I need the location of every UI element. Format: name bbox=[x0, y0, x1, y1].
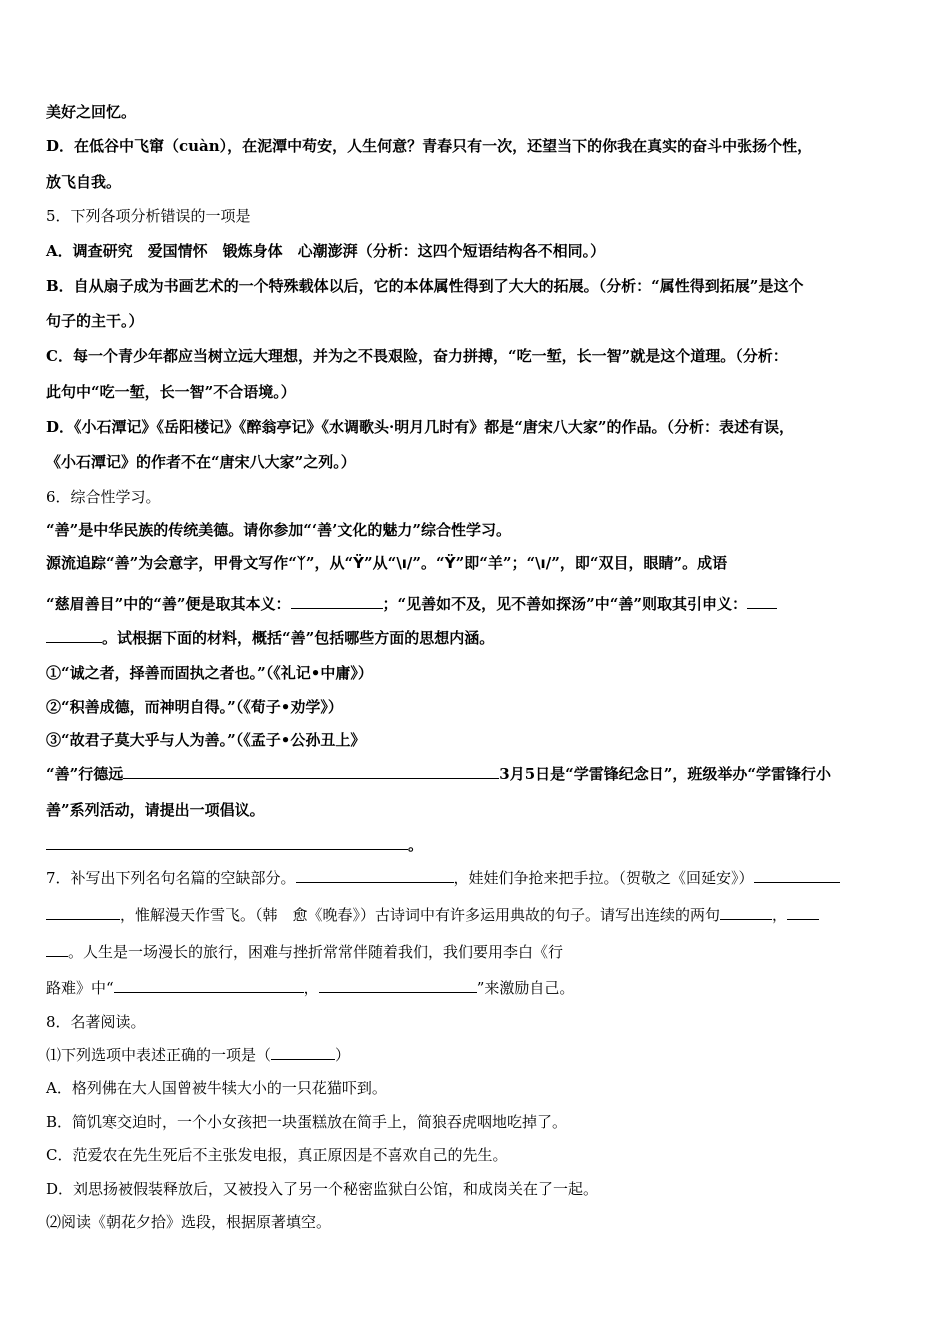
blank-q7-2-cont[interactable] bbox=[46, 905, 120, 920]
question-8-title: 8．名著阅读。 bbox=[46, 1013, 146, 1031]
blank-extended-meaning[interactable] bbox=[747, 594, 777, 609]
q8-option-d: D．刘思扬被假装释放后，又被投入了另一个秘密监狱白公馆，和成岗关在了一起。 bbox=[46, 1180, 599, 1198]
q7-line2: ，惟解漫天作雪飞。（韩 愈《晚春》）古诗词中有许多运用典故的句子。请写出连续的两句 ， bbox=[46, 905, 819, 925]
q6-proposal-answer: 。 bbox=[46, 835, 423, 855]
q5-option-a: A．调查研究 爱国情怀 锻炼身体 心潮澎湃（分析：这四个短语结构各不相同。） bbox=[46, 242, 606, 260]
blank-q7-3[interactable] bbox=[720, 905, 772, 920]
q6-virtue-line: “善”行德远 3月5日是“学雷锋纪念日”，班级举办“学雷锋行小 bbox=[46, 765, 832, 783]
q5-option-b-line1: B．自从扇子成为书画艺术的一个特殊载体以后，它的本体属性得到了大大的拓展。（分析：“属性得到拓展”是这个 bbox=[46, 277, 804, 295]
q8-sub2: ⑵阅读《朝花夕拾》选段，根据原著填空。 bbox=[46, 1213, 332, 1231]
blank-q7-6[interactable] bbox=[319, 978, 477, 993]
question-6-title: 6．综合性学习。 bbox=[46, 488, 161, 506]
q7-line4: 路难》中“ ， ”来激励自己。 bbox=[46, 979, 575, 997]
question-5-title: 5．下列各项分析错误的一项是 bbox=[46, 207, 251, 225]
q6-intro: “善”是中华民族的传统美德。请你参加“‘善’文化的魅力”综合性学习。 bbox=[46, 521, 511, 539]
blank-q8-choice[interactable] bbox=[271, 1045, 335, 1060]
q5-option-d-line2: 《小石潭记》的作者不在“唐宋八大家”之列。） bbox=[46, 453, 356, 471]
blank-q7-1[interactable] bbox=[296, 868, 454, 883]
q7-line1: 7．补写出下列名句名篇的空缺部分。 ，娃娃们争抢来把手拉。（贺敬之《回延安》） bbox=[46, 868, 840, 888]
q8-option-c: C．范爱农在先生死后不主张发电报，真正原因是不喜欢自己的先生。 bbox=[46, 1146, 508, 1164]
oracle-shan-icon: ᛉ bbox=[296, 554, 306, 572]
line-memory: 美好之回忆。 bbox=[46, 103, 137, 121]
blank-extended-meaning-cont[interactable] bbox=[46, 628, 102, 643]
q5-option-b-line2: 句子的主干。） bbox=[46, 312, 144, 330]
oracle-eyes-icon: \ı/ bbox=[535, 554, 552, 572]
blank-q7-2[interactable] bbox=[754, 868, 840, 883]
q8-sub1: ⑴下列选项中表述正确的一项是（ ） bbox=[46, 1046, 351, 1064]
blank-q7-4[interactable] bbox=[787, 905, 819, 920]
q5-option-c-line2: 此句中“吃一堑，长一智”不合语境。） bbox=[46, 383, 296, 401]
q7-line3: 。人生是一场漫长的旅行，困难与挫折常常伴随着我们，我们要用李白《行 bbox=[46, 942, 563, 962]
q8-option-b: B．简饥寒交迫时，一个小女孩把一块蛋糕放在简手上，简狼吞虎咽地吃掉了。 bbox=[46, 1113, 568, 1131]
blank-q7-4-cont[interactable] bbox=[46, 942, 68, 957]
q5-option-c-line1: C．每一个青少年都应当树立远大理想，并为之不畏艰险，奋力拼搏，“吃一堑，长一智”就是这个道理。（分析： bbox=[46, 347, 788, 365]
blank-proposal[interactable] bbox=[46, 835, 408, 850]
oracle-sheep-icon: Ϋ bbox=[444, 554, 456, 572]
oracle-eyes-icon: \ı/ bbox=[396, 554, 413, 572]
line-fly-self: 放飞自我。 bbox=[46, 173, 122, 191]
blank-original-meaning[interactable] bbox=[291, 594, 383, 609]
q5-option-d-line1: D．《小石潭记》《岳阳楼记》《醉翁亭记》《水调歌头·明月几时有》都是“唐宋八大家”的作品。（分析：表述有误， bbox=[46, 418, 794, 436]
oracle-sheep-icon: Ϋ bbox=[353, 554, 365, 572]
q6-meaning-line: “慈眉善目”中的“善”便是取其本义： ；“见善如不及，见不善如探汤”中“善”则取其引申义： bbox=[46, 594, 777, 614]
q6-require-line: 。试根据下面的材料，概括“善”包括哪些方面的思想内涵。 bbox=[46, 628, 494, 648]
q6-proposal-line: 善”系列活动，请提出一项倡议。 bbox=[46, 801, 265, 819]
blank-q7-5[interactable] bbox=[114, 978, 304, 993]
quote-2: ②“积善成德，而神明自得。”（《荀子•劝学》） bbox=[46, 698, 343, 716]
q8-option-a: A．格列佛在大人国曾被牛犊大小的一只花猫吓到。 bbox=[46, 1079, 387, 1097]
quote-3: ③“故君子莫大乎与人为善。”（《孟子•公孙丑上》 bbox=[46, 731, 366, 749]
option-d-q4: D．在低谷中飞窜（cuàn），在泥潭中苟安，人生何意？青春只有一次，还望当下的你我在真实的奋斗中张扬个性， bbox=[46, 137, 813, 155]
quote-1: ①“诚之者，择善而固执之者也。”（《礼记•中庸》） bbox=[46, 664, 373, 682]
blank-virtue[interactable] bbox=[123, 764, 499, 779]
q6-source-line: 源流追踪“善”为会意字，甲骨文写作“ᛉ”，从“Ϋ”从“\ı/”。“Ϋ”即“羊”；“\ı/”，即“双目，眼睛”。成语 bbox=[46, 554, 728, 572]
